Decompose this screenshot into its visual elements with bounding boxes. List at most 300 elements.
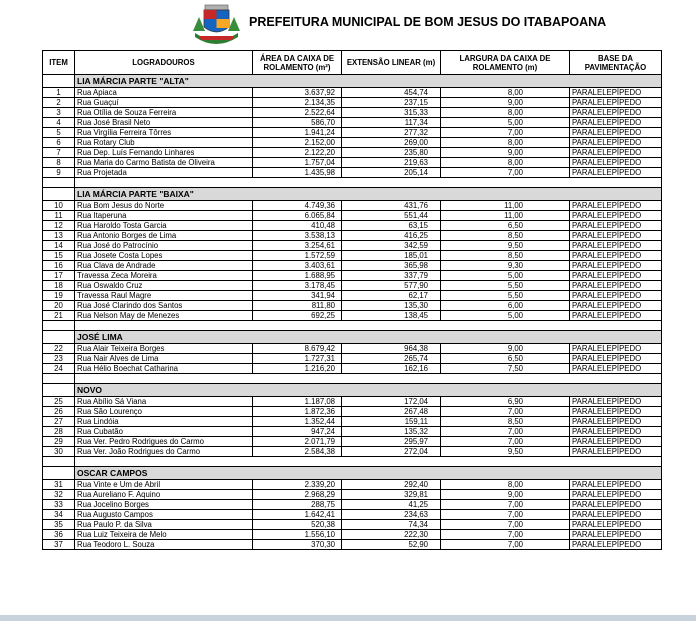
cell-largura: 8,50 xyxy=(441,231,570,241)
cell-item: 9 xyxy=(43,168,75,178)
cell-area: 1.727,31 xyxy=(253,354,342,364)
table-body xyxy=(43,75,662,550)
table-row xyxy=(43,540,662,550)
cell-item: 21 xyxy=(43,311,75,321)
cell-base: PARALELEPÍPEDO xyxy=(570,138,662,148)
cell-logradouro: Rua São Lourenço xyxy=(75,407,253,417)
cell-largura: 6,00 xyxy=(441,301,570,311)
cell-largura: 7,00 xyxy=(441,530,570,540)
cell-base: PARALELEPÍPEDO xyxy=(570,201,662,211)
cell-base: PARALELEPÍPEDO xyxy=(570,530,662,540)
cell-largura: 7,00 xyxy=(441,520,570,530)
cell-logradouro: Rua Bom Jesus do Norte xyxy=(75,201,253,211)
cell-logradouro: Rua Projetada xyxy=(75,168,253,178)
cell-extensao: 172,04 xyxy=(342,397,441,407)
cell-area: 2.152,00 xyxy=(253,138,342,148)
section-header-row xyxy=(43,331,662,344)
cell-extensao: 62,17 xyxy=(342,291,441,301)
cell-logradouro: Rua José do Patrocínio xyxy=(75,241,253,251)
cell-area: 341,94 xyxy=(253,291,342,301)
section-title: JOSÉ LIMA xyxy=(75,331,662,344)
spacer-cell xyxy=(75,374,662,384)
table-header-row xyxy=(43,51,662,75)
cell-item: 14 xyxy=(43,241,75,251)
cell-area: 3.538,13 xyxy=(253,231,342,241)
table-row xyxy=(43,530,662,540)
spacer-row xyxy=(43,374,662,384)
cell-item: 34 xyxy=(43,510,75,520)
spacer-row xyxy=(43,457,662,467)
cell-extensao: 159,11 xyxy=(342,417,441,427)
cell-base: PARALELEPÍPEDO xyxy=(570,364,662,374)
cell-base: PARALELEPÍPEDO xyxy=(570,158,662,168)
cell-largura: 9,50 xyxy=(441,241,570,251)
cell-item: 3 xyxy=(43,108,75,118)
section-item-cell xyxy=(43,467,75,480)
window-bottom-strip xyxy=(0,615,696,621)
cell-extensao: 41,25 xyxy=(342,500,441,510)
table-row xyxy=(43,480,662,490)
section-item-cell xyxy=(43,384,75,397)
table-row xyxy=(43,128,662,138)
table-row xyxy=(43,221,662,231)
cell-base: PARALELEPÍPEDO xyxy=(570,447,662,457)
cell-largura: 6,90 xyxy=(441,397,570,407)
cell-base: PARALELEPÍPEDO xyxy=(570,480,662,490)
col-header-extensao: EXTENSÃO LINEAR (m) xyxy=(342,51,441,75)
cell-largura: 6,50 xyxy=(441,354,570,364)
cell-base: PARALELEPÍPEDO xyxy=(570,354,662,364)
cell-base: PARALELEPÍPEDO xyxy=(570,168,662,178)
cell-largura: 8,00 xyxy=(441,88,570,98)
cell-largura: 8,00 xyxy=(441,480,570,490)
table-row xyxy=(43,158,662,168)
cell-logradouro: Rua Otília de Souza Ferreira xyxy=(75,108,253,118)
cell-logradouro: Rua Haroldo Tosta Garcia xyxy=(75,221,253,231)
table-row xyxy=(43,241,662,251)
cell-base: PARALELEPÍPEDO xyxy=(570,108,662,118)
cell-logradouro: Rua José Clarindo dos Santos xyxy=(75,301,253,311)
table-row xyxy=(43,291,662,301)
cell-area: 947,24 xyxy=(253,427,342,437)
section-title: LIA MÁRCIA PARTE "BAIXA" xyxy=(75,188,662,201)
cell-extensao: 272,04 xyxy=(342,447,441,457)
cell-item: 26 xyxy=(43,407,75,417)
cell-item: 24 xyxy=(43,364,75,374)
cell-base: PARALELEPÍPEDO xyxy=(570,251,662,261)
col-header-area: ÁREA DA CAIXA DE ROLAMENTO (m²) xyxy=(253,51,342,75)
cell-largura: 7,00 xyxy=(441,437,570,447)
cell-largura: 5,00 xyxy=(441,311,570,321)
cell-base: PARALELEPÍPEDO xyxy=(570,500,662,510)
spacer-cell xyxy=(43,321,75,331)
cell-area: 1.216,20 xyxy=(253,364,342,374)
cell-area: 370,30 xyxy=(253,540,342,550)
cell-extensao: 577,90 xyxy=(342,281,441,291)
cell-item: 37 xyxy=(43,540,75,550)
cell-logradouro: Rua Josete Costa Lopes xyxy=(75,251,253,261)
cell-base: PARALELEPÍPEDO xyxy=(570,301,662,311)
cell-extensao: 235,80 xyxy=(342,148,441,158)
cell-base: PARALELEPÍPEDO xyxy=(570,344,662,354)
cell-base: PARALELEPÍPEDO xyxy=(570,427,662,437)
cell-extensao: 416,25 xyxy=(342,231,441,241)
cell-area: 1.572,59 xyxy=(253,251,342,261)
cell-area: 586,70 xyxy=(253,118,342,128)
cell-base: PARALELEPÍPEDO xyxy=(570,291,662,301)
cell-logradouro: Rua Paulo P. da Silva xyxy=(75,520,253,530)
cell-extensao: 222,30 xyxy=(342,530,441,540)
cell-item: 32 xyxy=(43,490,75,500)
cell-extensao: 185,01 xyxy=(342,251,441,261)
cell-extensao: 74,34 xyxy=(342,520,441,530)
cell-extensao: 315,33 xyxy=(342,108,441,118)
table-row xyxy=(43,490,662,500)
section-header-row xyxy=(43,384,662,397)
spacer-cell xyxy=(75,321,662,331)
cell-extensao: 337,79 xyxy=(342,271,441,281)
document-header xyxy=(0,0,696,46)
spacer-cell xyxy=(75,178,662,188)
cell-logradouro: Rua Abílio Sá Viana xyxy=(75,397,253,407)
table-row xyxy=(43,354,662,364)
spacer-cell xyxy=(43,178,75,188)
cell-base: PARALELEPÍPEDO xyxy=(570,437,662,447)
spacer-cell xyxy=(43,374,75,384)
cell-base: PARALELEPÍPEDO xyxy=(570,241,662,251)
cell-area: 1.688,95 xyxy=(253,271,342,281)
cell-extensao: 292,40 xyxy=(342,480,441,490)
cell-base: PARALELEPÍPEDO xyxy=(570,98,662,108)
cell-item: 6 xyxy=(43,138,75,148)
cell-area: 2.071,79 xyxy=(253,437,342,447)
cell-item: 35 xyxy=(43,520,75,530)
spacer-row xyxy=(43,321,662,331)
cell-extensao: 63,15 xyxy=(342,221,441,231)
table-row xyxy=(43,261,662,271)
cell-area: 3.254,61 xyxy=(253,241,342,251)
municipal-coat-of-arms-icon xyxy=(191,3,242,45)
cell-extensao: 329,81 xyxy=(342,490,441,500)
cell-item: 4 xyxy=(43,118,75,128)
cell-largura: 11,00 xyxy=(441,211,570,221)
cell-area: 288,75 xyxy=(253,500,342,510)
table-row xyxy=(43,201,662,211)
cell-logradouro: Rua Luiz Teixeira de Melo xyxy=(75,530,253,540)
cell-extensao: 237,15 xyxy=(342,98,441,108)
table-row xyxy=(43,231,662,241)
cell-base: PARALELEPÍPEDO xyxy=(570,540,662,550)
cell-item: 2 xyxy=(43,98,75,108)
cell-logradouro: Rua Maria do Carmo Batista de Oliveira xyxy=(75,158,253,168)
cell-area: 410,48 xyxy=(253,221,342,231)
cell-logradouro: Rua Aureliano F. Aquino xyxy=(75,490,253,500)
table-row xyxy=(43,510,662,520)
cell-item: 13 xyxy=(43,231,75,241)
cell-logradouro: Rua Guaçuí xyxy=(75,98,253,108)
cell-largura: 9,00 xyxy=(441,344,570,354)
cell-largura: 5,00 xyxy=(441,271,570,281)
cell-area: 692,25 xyxy=(253,311,342,321)
cell-logradouro: Rua Oswaldo Cruz xyxy=(75,281,253,291)
table-row xyxy=(43,251,662,261)
cell-largura: 9,00 xyxy=(441,148,570,158)
col-header-base: BASE DA PAVIMENTAÇÃO xyxy=(570,51,662,75)
cell-base: PARALELEPÍPEDO xyxy=(570,88,662,98)
cell-item: 25 xyxy=(43,397,75,407)
cell-largura: 7,00 xyxy=(441,540,570,550)
section-item-cell xyxy=(43,331,75,344)
cell-extensao: 454,74 xyxy=(342,88,441,98)
cell-item: 30 xyxy=(43,447,75,457)
cell-base: PARALELEPÍPEDO xyxy=(570,261,662,271)
spacer-cell xyxy=(75,457,662,467)
table-row xyxy=(43,281,662,291)
cell-base: PARALELEPÍPEDO xyxy=(570,128,662,138)
cell-base: PARALELEPÍPEDO xyxy=(570,118,662,128)
cell-extensao: 269,00 xyxy=(342,138,441,148)
table-row xyxy=(43,407,662,417)
cell-largura: 5,00 xyxy=(441,118,570,128)
cell-largura: 11,00 xyxy=(441,201,570,211)
table-row xyxy=(43,168,662,178)
cell-extensao: 431,76 xyxy=(342,201,441,211)
cell-item: 1 xyxy=(43,88,75,98)
cell-base: PARALELEPÍPEDO xyxy=(570,311,662,321)
table-row xyxy=(43,311,662,321)
cell-logradouro: Rua Teodoro L. Souza xyxy=(75,540,253,550)
cell-largura: 8,50 xyxy=(441,251,570,261)
cell-logradouro: Rua Apiaca xyxy=(75,88,253,98)
cell-largura: 8,00 xyxy=(441,108,570,118)
cell-item: 8 xyxy=(43,158,75,168)
cell-base: PARALELEPÍPEDO xyxy=(570,510,662,520)
cell-item: 18 xyxy=(43,281,75,291)
cell-logradouro: Rua Ver. Pedro Rodrigues do Carmo xyxy=(75,437,253,447)
cell-extensao: 52,90 xyxy=(342,540,441,550)
table-row xyxy=(43,500,662,510)
table-row xyxy=(43,138,662,148)
cell-extensao: 267,48 xyxy=(342,407,441,417)
cell-logradouro: Travessa Raul Magre xyxy=(75,291,253,301)
spacer-row xyxy=(43,178,662,188)
cell-area: 3.403,61 xyxy=(253,261,342,271)
cell-logradouro: Rua Jocelino Borges xyxy=(75,500,253,510)
cell-item: 10 xyxy=(43,201,75,211)
cell-area: 2.122,20 xyxy=(253,148,342,158)
cell-area: 1.187,08 xyxy=(253,397,342,407)
cell-extensao: 135,30 xyxy=(342,301,441,311)
section-item-cell xyxy=(43,75,75,88)
cell-logradouro: Rua Rotary Club xyxy=(75,138,253,148)
cell-logradouro: Rua Lindóia xyxy=(75,417,253,427)
cell-item: 29 xyxy=(43,437,75,447)
cell-item: 16 xyxy=(43,261,75,271)
cell-extensao: 964,38 xyxy=(342,344,441,354)
table-row xyxy=(43,271,662,281)
cell-logradouro: Travessa Zeca Moreira xyxy=(75,271,253,281)
table-row xyxy=(43,447,662,457)
cell-largura: 7,50 xyxy=(441,364,570,374)
col-header-largura: LARGURA DA CAIXA DE ROLAMENTO (m) xyxy=(441,51,570,75)
cell-logradouro: Rua Dep. Luís Fernando Linhares xyxy=(75,148,253,158)
cell-area: 2.522,64 xyxy=(253,108,342,118)
table-row xyxy=(43,397,662,407)
cell-extensao: 234,63 xyxy=(342,510,441,520)
table-row xyxy=(43,301,662,311)
cell-logradouro: Rua José Brasil Neto xyxy=(75,118,253,128)
cell-base: PARALELEPÍPEDO xyxy=(570,397,662,407)
cell-area: 3.178,45 xyxy=(253,281,342,291)
table-row xyxy=(43,427,662,437)
cell-logradouro: Rua Itaperuna xyxy=(75,211,253,221)
section-title: OSCAR CAMPOS xyxy=(75,467,662,480)
table-row xyxy=(43,148,662,158)
cell-area: 520,38 xyxy=(253,520,342,530)
cell-item: 23 xyxy=(43,354,75,364)
cell-area: 1.435,98 xyxy=(253,168,342,178)
section-title: NOVO xyxy=(75,384,662,397)
cell-base: PARALELEPÍPEDO xyxy=(570,407,662,417)
paving-table xyxy=(42,50,662,550)
cell-area: 2.584,38 xyxy=(253,447,342,457)
cell-logradouro: Rua Virgília Ferreira Tôrres xyxy=(75,128,253,138)
cell-base: PARALELEPÍPEDO xyxy=(570,148,662,158)
spreadsheet xyxy=(42,50,662,621)
table-row xyxy=(43,344,662,354)
cell-base: PARALELEPÍPEDO xyxy=(570,231,662,241)
cell-logradouro: Rua Cubatão xyxy=(75,427,253,437)
cell-item: 27 xyxy=(43,417,75,427)
cell-base: PARALELEPÍPEDO xyxy=(570,417,662,427)
cell-extensao: 117,34 xyxy=(342,118,441,128)
cell-item: 12 xyxy=(43,221,75,231)
cell-extensao: 205,14 xyxy=(342,168,441,178)
cell-area: 811,80 xyxy=(253,301,342,311)
cell-largura: 9,30 xyxy=(441,261,570,271)
table-row xyxy=(43,520,662,530)
cell-base: PARALELEPÍPEDO xyxy=(570,271,662,281)
cell-area: 8.679,42 xyxy=(253,344,342,354)
cell-base: PARALELEPÍPEDO xyxy=(570,281,662,291)
spacer-cell xyxy=(43,457,75,467)
cell-logradouro: Rua Ver. João Rodrigues do Carmo xyxy=(75,447,253,457)
cell-item: 11 xyxy=(43,211,75,221)
cell-extensao: 342,59 xyxy=(342,241,441,251)
cell-extensao: 295,97 xyxy=(342,437,441,447)
cell-item: 22 xyxy=(43,344,75,354)
table-row xyxy=(43,88,662,98)
table-row xyxy=(43,437,662,447)
table-row xyxy=(43,118,662,128)
cell-area: 1.757,04 xyxy=(253,158,342,168)
cell-item: 28 xyxy=(43,427,75,437)
cell-extensao: 277,32 xyxy=(342,128,441,138)
cell-item: 36 xyxy=(43,530,75,540)
section-header-row xyxy=(43,75,662,88)
cell-logradouro: Rua Nelson May de Menezes xyxy=(75,311,253,321)
cell-logradouro: Rua Alair Teixeira Borges xyxy=(75,344,253,354)
section-title: LIA MÁRCIA PARTE "ALTA" xyxy=(75,75,662,88)
cell-largura: 5,50 xyxy=(441,281,570,291)
page-title: PREFEITURA MUNICIPAL DE BOM JESUS DO ITABAPOANA xyxy=(249,15,607,29)
cell-largura: 8,50 xyxy=(441,417,570,427)
section-header-row xyxy=(43,188,662,201)
col-header-item: ITEM xyxy=(43,51,75,75)
cell-area: 2.968,29 xyxy=(253,490,342,500)
cell-area: 2.134,35 xyxy=(253,98,342,108)
cell-largura: 5,50 xyxy=(441,291,570,301)
cell-extensao: 551,44 xyxy=(342,211,441,221)
cell-item: 5 xyxy=(43,128,75,138)
cell-item: 15 xyxy=(43,251,75,261)
cell-largura: 9,50 xyxy=(441,447,570,457)
section-header-row xyxy=(43,467,662,480)
cell-item: 33 xyxy=(43,500,75,510)
cell-extensao: 365,98 xyxy=(342,261,441,271)
cell-largura: 9,00 xyxy=(441,490,570,500)
cell-logradouro: Rua Clava de Andrade xyxy=(75,261,253,271)
cell-logradouro: Rua Nair Alves de Lima xyxy=(75,354,253,364)
cell-area: 1.941,24 xyxy=(253,128,342,138)
cell-base: PARALELEPÍPEDO xyxy=(570,221,662,231)
cell-area: 3.637,92 xyxy=(253,88,342,98)
table-row xyxy=(43,98,662,108)
cell-largura: 7,00 xyxy=(441,510,570,520)
cell-largura: 7,00 xyxy=(441,168,570,178)
cell-base: PARALELEPÍPEDO xyxy=(570,520,662,530)
cell-extensao: 138,45 xyxy=(342,311,441,321)
cell-largura: 7,00 xyxy=(441,427,570,437)
cell-base: PARALELEPÍPEDO xyxy=(570,490,662,500)
cell-area: 1.352,44 xyxy=(253,417,342,427)
cell-largura: 7,00 xyxy=(441,500,570,510)
cell-largura: 8,00 xyxy=(441,138,570,148)
cell-largura: 7,00 xyxy=(441,407,570,417)
cell-base: PARALELEPÍPEDO xyxy=(570,211,662,221)
cell-largura: 8,00 xyxy=(441,158,570,168)
table-row xyxy=(43,417,662,427)
cell-largura: 7,00 xyxy=(441,128,570,138)
cell-largura: 9,00 xyxy=(441,98,570,108)
cell-item: 31 xyxy=(43,480,75,490)
cell-extensao: 265,74 xyxy=(342,354,441,364)
cell-logradouro: Rua Antonio Borges de Lima xyxy=(75,231,253,241)
cell-area: 1.872,36 xyxy=(253,407,342,417)
cell-extensao: 162,16 xyxy=(342,364,441,374)
cell-item: 19 xyxy=(43,291,75,301)
cell-item: 20 xyxy=(43,301,75,311)
cell-logradouro: Rua Hélio Boechat Catharina xyxy=(75,364,253,374)
cell-largura: 6,50 xyxy=(441,221,570,231)
col-header-logradouros: LOGRADOUROS xyxy=(75,51,253,75)
cell-area: 6.065,84 xyxy=(253,211,342,221)
cell-logradouro: Rua Vinte e Um de Abril xyxy=(75,480,253,490)
cell-logradouro: Rua Augusto Campos xyxy=(75,510,253,520)
table-row xyxy=(43,108,662,118)
cell-area: 1.642,41 xyxy=(253,510,342,520)
table-row xyxy=(43,364,662,374)
cell-area: 2.339,20 xyxy=(253,480,342,490)
section-item-cell xyxy=(43,188,75,201)
cell-area: 1.556,10 xyxy=(253,530,342,540)
cell-extensao: 135,32 xyxy=(342,427,441,437)
cell-item: 7 xyxy=(43,148,75,158)
cell-area: 4.749,36 xyxy=(253,201,342,211)
cell-extensao: 219,63 xyxy=(342,158,441,168)
table-row xyxy=(43,211,662,221)
cell-item: 17 xyxy=(43,271,75,281)
